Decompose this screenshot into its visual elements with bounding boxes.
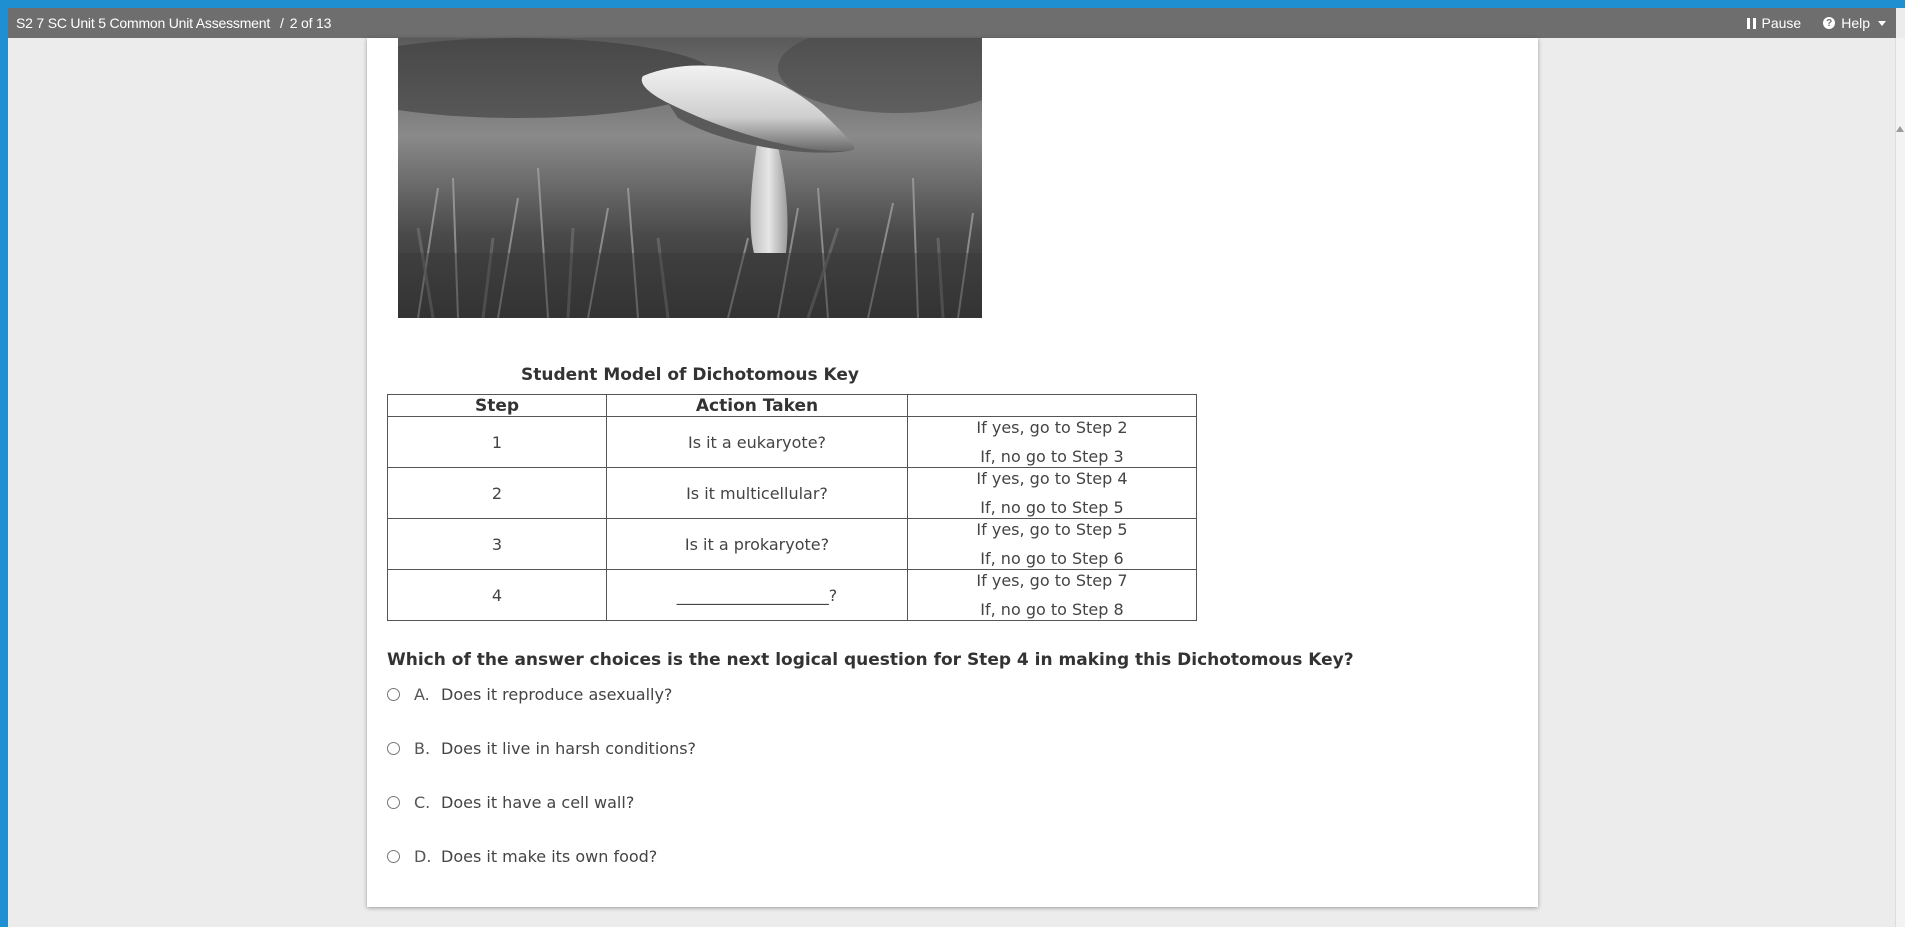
action-cell: Is it multicellular?	[607, 468, 908, 519]
help-button[interactable]	[1823, 15, 1886, 31]
header-step: Step	[388, 395, 607, 417]
yes-branch: If yes, go to Step 4	[976, 469, 1128, 488]
no-branch: If, no go to Step 8	[980, 600, 1124, 619]
answer-choice-d[interactable]	[387, 847, 657, 866]
choice-letter: B.	[414, 739, 431, 758]
table-row	[388, 468, 1197, 519]
answer-choice-c[interactable]	[387, 793, 634, 812]
page-scrollbar[interactable]	[1895, 38, 1905, 927]
result-cell	[908, 570, 1197, 621]
choice-text: Does it reproduce asexually?	[441, 685, 673, 704]
top-accent-bar	[0, 0, 1905, 8]
choice-letter: C.	[414, 793, 431, 812]
pause-label: Pause	[1761, 15, 1802, 31]
yes-branch: If yes, go to Step 2	[976, 418, 1128, 437]
radio-button[interactable]	[387, 850, 400, 863]
yes-branch: If yes, go to Step 7	[976, 571, 1128, 590]
mushroom-photo	[398, 38, 982, 318]
pause-button[interactable]	[1747, 15, 1802, 31]
radio-button[interactable]	[387, 688, 400, 701]
radio-button[interactable]	[387, 796, 400, 809]
choice-text: Does it have a cell wall?	[441, 793, 635, 812]
choice-text: Does it make its own food?	[441, 847, 658, 866]
table-header-row	[388, 395, 1197, 417]
header-actions	[1747, 15, 1887, 31]
result-cell	[908, 468, 1197, 519]
help-label: Help	[1841, 15, 1870, 31]
assessment-title: S2 7 SC Unit 5 Common Unit Assessment	[16, 15, 271, 31]
result-cell	[908, 519, 1197, 570]
no-branch: If, no go to Step 3	[980, 447, 1124, 466]
no-branch: If, no go to Step 6	[980, 549, 1124, 568]
table-caption: Student Model of Dichotomous Key	[521, 365, 859, 385]
table-row	[388, 570, 1197, 621]
step-cell: 4	[388, 570, 607, 621]
action-cell: ___________________?	[607, 570, 908, 621]
help-icon: ?	[1823, 17, 1835, 29]
left-accent-rail	[0, 0, 8, 927]
result-cell	[908, 417, 1197, 468]
answer-choice-a[interactable]	[387, 685, 672, 704]
choice-letter: D.	[414, 847, 432, 866]
scroll-up-icon[interactable]	[1896, 126, 1904, 132]
chevron-down-icon	[1878, 21, 1886, 26]
header-action-taken: Action Taken	[607, 395, 908, 417]
answer-choice-b[interactable]	[387, 739, 696, 758]
step-cell: 3	[388, 519, 607, 570]
step-cell: 2	[388, 468, 607, 519]
step-cell: 1	[388, 417, 607, 468]
header-result	[908, 395, 1197, 417]
table-row	[388, 417, 1197, 468]
question-text: Which of the answer choices is the next logical question for Step 4 in making this Dichotomous Key?	[387, 650, 1354, 670]
question-progress: 2 of 13	[289, 15, 332, 31]
yes-branch: If yes, go to Step 5	[976, 520, 1128, 539]
choice-letter: A.	[414, 685, 430, 704]
table-row	[388, 519, 1197, 570]
radio-button[interactable]	[387, 742, 400, 755]
action-cell: Is it a eukaryote?	[607, 417, 908, 468]
title-separator: /	[280, 15, 284, 31]
choice-text: Does it live in harsh conditions?	[441, 739, 697, 758]
dichotomous-key-table	[387, 394, 1197, 621]
question-panel	[367, 38, 1538, 907]
pause-icon	[1747, 18, 1756, 29]
no-branch: If, no go to Step 5	[980, 498, 1124, 517]
assessment-header	[8, 8, 1896, 38]
header-title-group	[16, 15, 331, 31]
action-cell: Is it a prokaryote?	[607, 519, 908, 570]
